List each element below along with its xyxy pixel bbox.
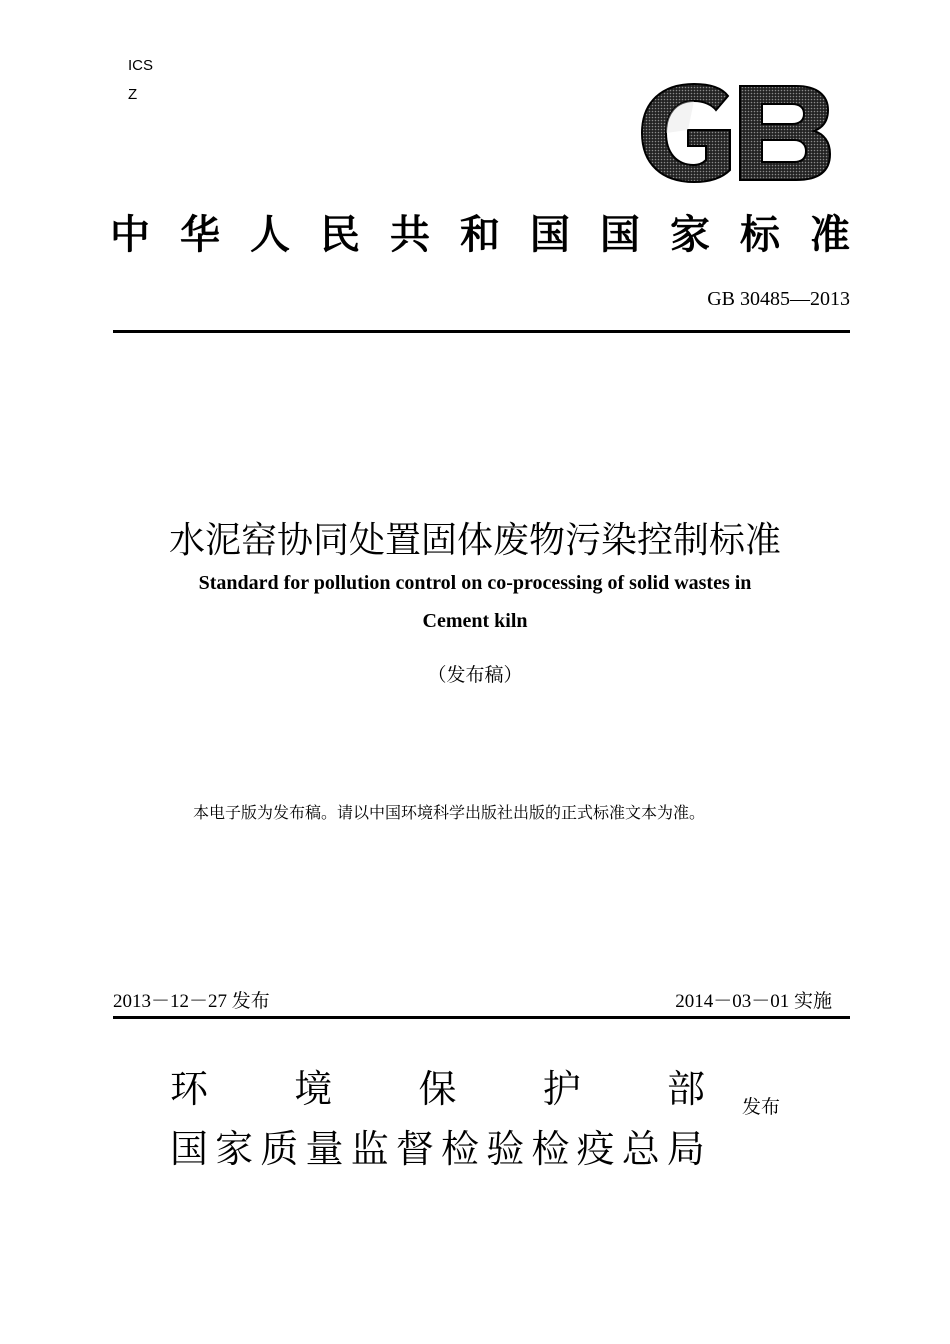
release-date: 2013－12－27 发布 — [113, 991, 270, 1012]
title-english-line2: Cement kiln — [422, 610, 528, 632]
issuer-char: 督 — [395, 1127, 434, 1171]
issuer-char: 局 — [666, 1127, 705, 1171]
issuer-char: 家 — [215, 1127, 254, 1171]
national-standard-heading — [110, 203, 850, 260]
issuer-char: 境 — [294, 1067, 333, 1111]
version-notice: 本电子版为发布稿。请以中国环境科学出版社出版的正式标准文本为准。 — [193, 803, 706, 822]
issuer-char: 检 — [441, 1127, 480, 1171]
effective-date: 2014－03－01 实施 — [675, 991, 832, 1012]
issuer-char: 国 — [170, 1127, 209, 1171]
issuer-char: 验 — [486, 1127, 525, 1171]
heading-char: 华 — [180, 211, 220, 258]
ccs-label: Z — [128, 86, 138, 103]
draft-label: （发布稿） — [427, 664, 523, 686]
title-english-line1: Standard for pollution control on co-processing of solid wastes in — [198, 572, 752, 594]
issuer-char: 护 — [542, 1067, 581, 1111]
heading-char: 国 — [530, 211, 570, 258]
heading-char: 家 — [670, 211, 710, 258]
issuer-char: 总 — [621, 1127, 660, 1171]
standard-code: GB 30485—2013 — [707, 288, 850, 310]
heading-char: 标 — [740, 211, 780, 258]
heading-char: 中 — [110, 211, 150, 258]
issuer-char: 检 — [531, 1127, 570, 1171]
bottom-divider — [113, 1016, 850, 1019]
ics-label: ICS — [128, 57, 154, 74]
heading-char: 共 — [390, 211, 430, 258]
issuer-char: 疫 — [576, 1127, 615, 1171]
issuer-char: 质 — [260, 1127, 299, 1171]
heading-char: 准 — [810, 211, 850, 258]
heading-char: 民 — [320, 211, 360, 258]
heading-char: 国 — [600, 211, 640, 258]
publish-label: 发布 — [742, 1096, 781, 1118]
heading-char: 人 — [250, 211, 290, 258]
issuer-char: 监 — [350, 1127, 389, 1171]
issuer-ministry — [170, 1058, 705, 1113]
gb-logo — [636, 80, 832, 186]
issuer-aqsiq — [170, 1118, 705, 1173]
issuer-char: 保 — [418, 1067, 457, 1111]
issuer-char: 部 — [666, 1067, 705, 1111]
heading-char: 和 — [460, 211, 500, 258]
issuer-char: 量 — [305, 1127, 344, 1171]
top-divider — [113, 330, 850, 333]
title-chinese: 水泥窑协同处置固体废物污染控制标准 — [168, 520, 781, 561]
issuer-char: 环 — [170, 1067, 209, 1111]
